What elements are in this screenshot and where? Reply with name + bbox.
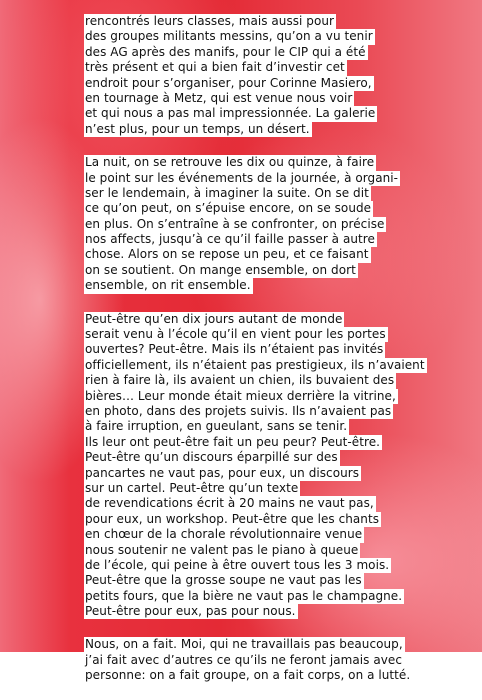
text-line: ensemble, on rit ensemble. — [85, 278, 251, 293]
text-line: des groupes militants messins, qu’on a vu tenir — [85, 29, 373, 44]
text-line: n’est plus, pour un temps, un désert. — [85, 121, 310, 136]
text-line: ser le lendemain, à imaginer la suite. On se dit — [85, 185, 369, 200]
text-line: petits fours, que la bière ne vaut pas le champagne. — [85, 588, 403, 603]
text-line: de revendications écrit à 20 mains ne vaut pas, — [85, 496, 374, 511]
text-line: Peut-être qu’en dix jours autant de monde — [85, 311, 343, 326]
text-line: La nuit, on se retrouve les dix ou quinze, à faire — [85, 155, 375, 170]
text-line: Peut-être qu’un discours éparpillé sur des — [85, 450, 338, 465]
text-line: pour eux, un workshop. Peut-être que les chants — [85, 511, 379, 526]
paragraph-1 — [84, 12, 464, 135]
text-line: ce qu’on peut, on s’épuise encore, on se soude — [85, 201, 372, 216]
text-line: endroit pour s’organiser, pour Corinne Masiero, — [85, 75, 372, 90]
text-line: Nous, on a fait. Moi, qui ne travaillais pas beaucoup, — [85, 637, 403, 652]
text-line: bières… Leur monde était mieux derrière la vitrine, — [85, 388, 396, 403]
paragraph-3 — [84, 310, 464, 618]
text-line: j’ai fait avec d’autres ce qu’ils ne feront jamais avec — [85, 652, 402, 667]
text-line: personne: on a fait groupe, on a fait corps, on a lutté. — [85, 668, 411, 683]
text-line: sur un cartel. Peut-être qu’un texte — [85, 480, 299, 495]
text-line: pancartes ne vaut pas, pour eux, un discours — [85, 465, 360, 480]
text-line: le point sur les événements de la journée, à organi- — [85, 170, 399, 185]
text-line: en photo, dans des projets suivis. Ils n’avaient pas — [85, 403, 392, 418]
text-line: nos affects, jusqu’à ce qu’il faille passer à autre — [85, 232, 375, 247]
text-line: Peut-être que la grosse soupe ne vaut pas les — [85, 573, 362, 588]
paragraph-2 — [84, 153, 464, 292]
text-line: Peut-être pour eux, pas pour nous. — [85, 604, 296, 619]
text-line: de l’école, qui peine à être ouvert tous les 3 mois. — [85, 557, 390, 572]
text-line: très présent et qui a bien fait d’investir cet — [85, 60, 345, 75]
text-line: des AG après des manifs, pour le CIP qui a été — [85, 44, 366, 59]
text-line: et qui nous a pas mal impressionnée. La galerie — [85, 106, 376, 121]
text-line: en chœur de la chorale révolutionnaire venue — [85, 527, 363, 542]
text-line: ouvertes? Peut-être. Mais ils n’étaient pas invités — [85, 342, 384, 357]
text-line: rien à faire là, ils avaient un chien, ils buvaient des — [85, 373, 395, 388]
text-column — [84, 12, 464, 700]
text-line: officiellement, ils n’étaient pas prestigieux, ils n’avaient — [85, 357, 425, 372]
text-line: Ils leur ont peut-être fait un peu peur? Peut-être. — [85, 434, 381, 449]
text-line: nous soutenir ne valent pas le piano à queue — [85, 542, 359, 557]
text-line: on se soutient. On mange ensemble, on dort — [85, 262, 356, 277]
text-line: rencontrés leurs classes, mais aussi pour — [85, 14, 335, 28]
text-line: à faire irruption, en gueulant, sans se tenir. — [85, 419, 348, 434]
text-line: en plus. On s’entraîne à se confronter, on précise — [85, 216, 385, 231]
text-line: en tournage à Metz, qui est venue nous voir — [85, 90, 353, 105]
text-line: serait venu à l’école qu’il en vient pour les portes — [85, 327, 386, 342]
text-line: chose. Alors on se repose un peu, et ce faisant — [85, 247, 369, 262]
paragraph-4 — [84, 635, 464, 681]
